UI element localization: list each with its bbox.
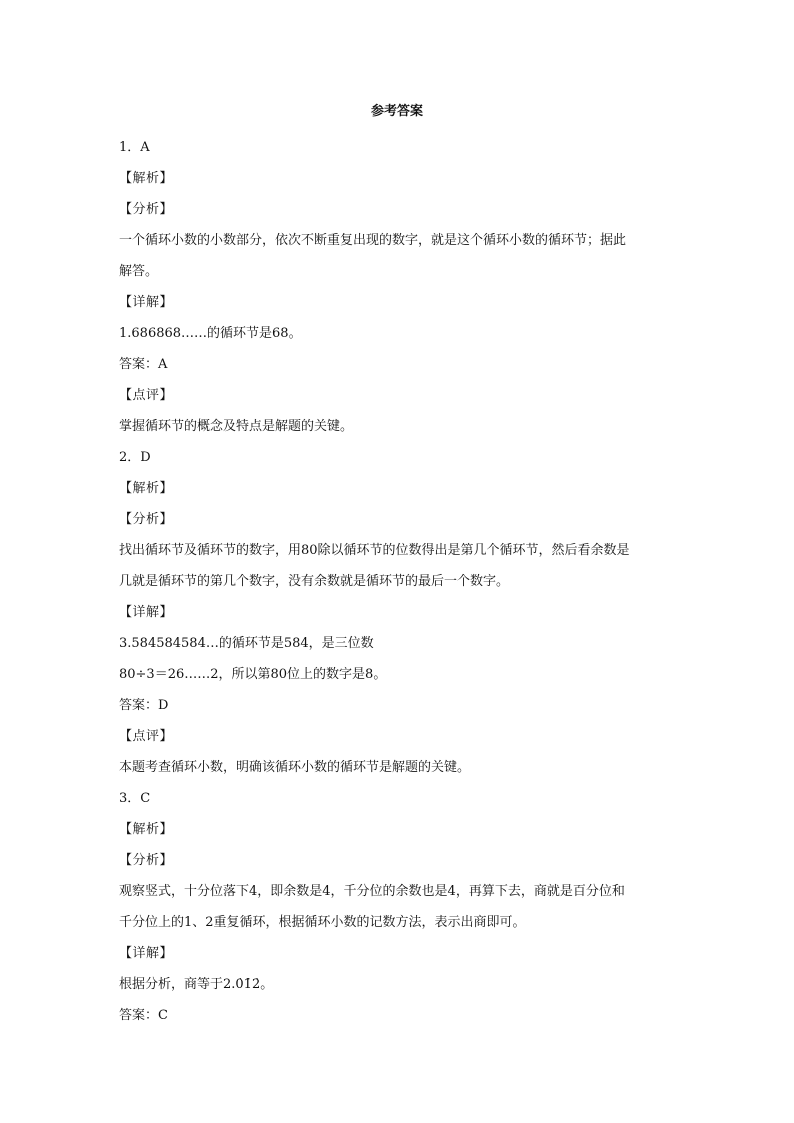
- section-heading: 【点评】: [119, 388, 174, 403]
- section-heading: 【解析】: [119, 481, 174, 496]
- analysis-text: 找出循环节及循环节的数字，用80除以循环节的位数得出是第几个循环节，然后看余数是: [119, 543, 630, 558]
- detail-text: 根据分析，商等于2.0̇1̇2̇。: [119, 977, 274, 992]
- section-heading: 【分析】: [119, 202, 174, 217]
- answer-text: 答案：A: [119, 357, 168, 372]
- section-heading: 【分析】: [119, 512, 174, 527]
- section-heading: 【分析】: [119, 853, 174, 868]
- detail-text: 1.686868……的循环节是68。: [119, 326, 302, 341]
- section-heading: 【解析】: [119, 822, 174, 837]
- page-title: 参考答案: [370, 104, 423, 119]
- comment-text: 本题考查循环小数，明确该循环小数的循环节是解题的关键。: [119, 760, 471, 775]
- section-heading: 【详解】: [119, 946, 174, 961]
- answer-number: 3．C: [119, 791, 151, 806]
- analysis-text: 千分位上的1、2重复循环，根据循环小数的记数方法，表示出商即可。: [119, 915, 526, 930]
- analysis-text: 一个循环小数的小数部分，依次不断重复出现的数字，就是这个循环小数的循环节；据此: [119, 233, 627, 248]
- section-heading: 【点评】: [119, 729, 174, 744]
- comment-text: 掌握循环节的概念及特点是解题的关键。: [119, 419, 354, 434]
- answer-content: [119, 132, 679, 1031]
- detail-text: 80÷3＝26……2，所以第80位上的数字是8。: [119, 667, 387, 682]
- answer-number: 1．A: [119, 140, 150, 155]
- answer-text: 答案：C: [119, 1008, 168, 1023]
- section-heading: 【详解】: [119, 295, 174, 310]
- section-heading: 【解析】: [119, 171, 174, 186]
- section-heading: 【详解】: [119, 605, 174, 620]
- analysis-text: 几就是循环节的第几个数字，没有余数就是循环节的最后一个数字。: [119, 574, 510, 589]
- answer-number: 2．D: [119, 450, 151, 465]
- detail-text: 3.584584584…的循环节是584，是三位数: [119, 636, 374, 651]
- analysis-text: 解答。: [119, 264, 159, 279]
- analysis-text: 观察竖式，十分位落下4，即余数是4，千分位的余数也是4，再算下去，商就是百分位和: [119, 884, 625, 899]
- answer-text: 答案：D: [119, 698, 169, 713]
